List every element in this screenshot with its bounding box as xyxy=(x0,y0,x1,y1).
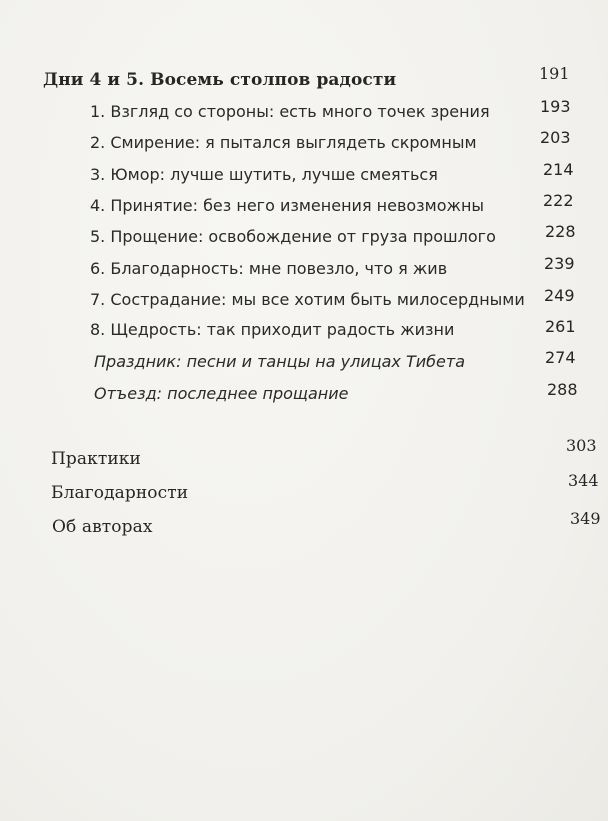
toc-page-number: 228 xyxy=(545,222,576,241)
toc-page-number: 193 xyxy=(540,97,571,116)
toc-section-title: Дни 4 и 5. Восемь столпов радости xyxy=(43,70,397,90)
toc-page-number: 261 xyxy=(545,317,576,336)
toc-entry xyxy=(0,96,608,126)
toc-page-number: 349 xyxy=(570,509,601,528)
toc-page-number: 239 xyxy=(544,254,575,273)
toc-backmatter-title: Практики xyxy=(51,449,141,469)
toc-entry-title: 6. Благодарность: мне повезло, что я жив xyxy=(90,259,448,278)
toc-entry-title: 2. Смирение: я пытался выглядеть скромным xyxy=(90,133,477,152)
toc-entry xyxy=(0,192,608,222)
toc-backmatter-row xyxy=(0,509,608,542)
toc-entry xyxy=(0,317,608,350)
toc-entry-title: 1. Взгляд со стороны: есть много точек зрения xyxy=(90,102,490,121)
toc-entry-title: Праздник: песни и танцы на улицах Тибета xyxy=(94,352,465,371)
toc-entry xyxy=(0,288,608,318)
toc-page-number: 249 xyxy=(544,286,575,305)
toc-page-number: 191 xyxy=(539,64,570,83)
toc-section-row xyxy=(0,64,608,94)
toc-backmatter-title: Об авторах xyxy=(52,517,153,537)
toc-entry-title: Отъезд: последнее прощание xyxy=(94,384,349,403)
toc-page-number: 203 xyxy=(540,128,571,147)
toc-page-number: 214 xyxy=(543,160,574,179)
toc-entry-title: 4. Принятие: без него изменения невозможны xyxy=(90,196,485,215)
toc-entry-title: 5. Прощение: освобождение от груза прошлого xyxy=(90,227,496,246)
toc-page-number: 222 xyxy=(543,191,574,210)
toc-entry-title: 3. Юмор: лучше шутить, лучше смеяться xyxy=(90,165,438,184)
toc-entry xyxy=(0,224,608,254)
toc-entry-title: 8. Щедрость: так приходит радость жизни xyxy=(90,320,455,339)
toc-entry xyxy=(0,256,608,286)
toc-page-number: 274 xyxy=(545,348,576,367)
toc-page-number: 344 xyxy=(568,471,599,490)
toc-entry-title: 7. Сострадание: мы все хотим быть милосердными xyxy=(90,290,525,309)
toc-backmatter-row xyxy=(0,471,608,506)
toc-backmatter-title: Благодарности xyxy=(51,483,189,503)
toc-backmatter-row xyxy=(0,436,608,470)
toc-entry xyxy=(0,160,608,190)
toc-entry xyxy=(0,348,608,382)
toc-page-number: 288 xyxy=(547,380,578,399)
toc-entry xyxy=(0,128,608,158)
toc-page-number: 303 xyxy=(566,436,597,455)
toc-entry xyxy=(0,380,608,414)
